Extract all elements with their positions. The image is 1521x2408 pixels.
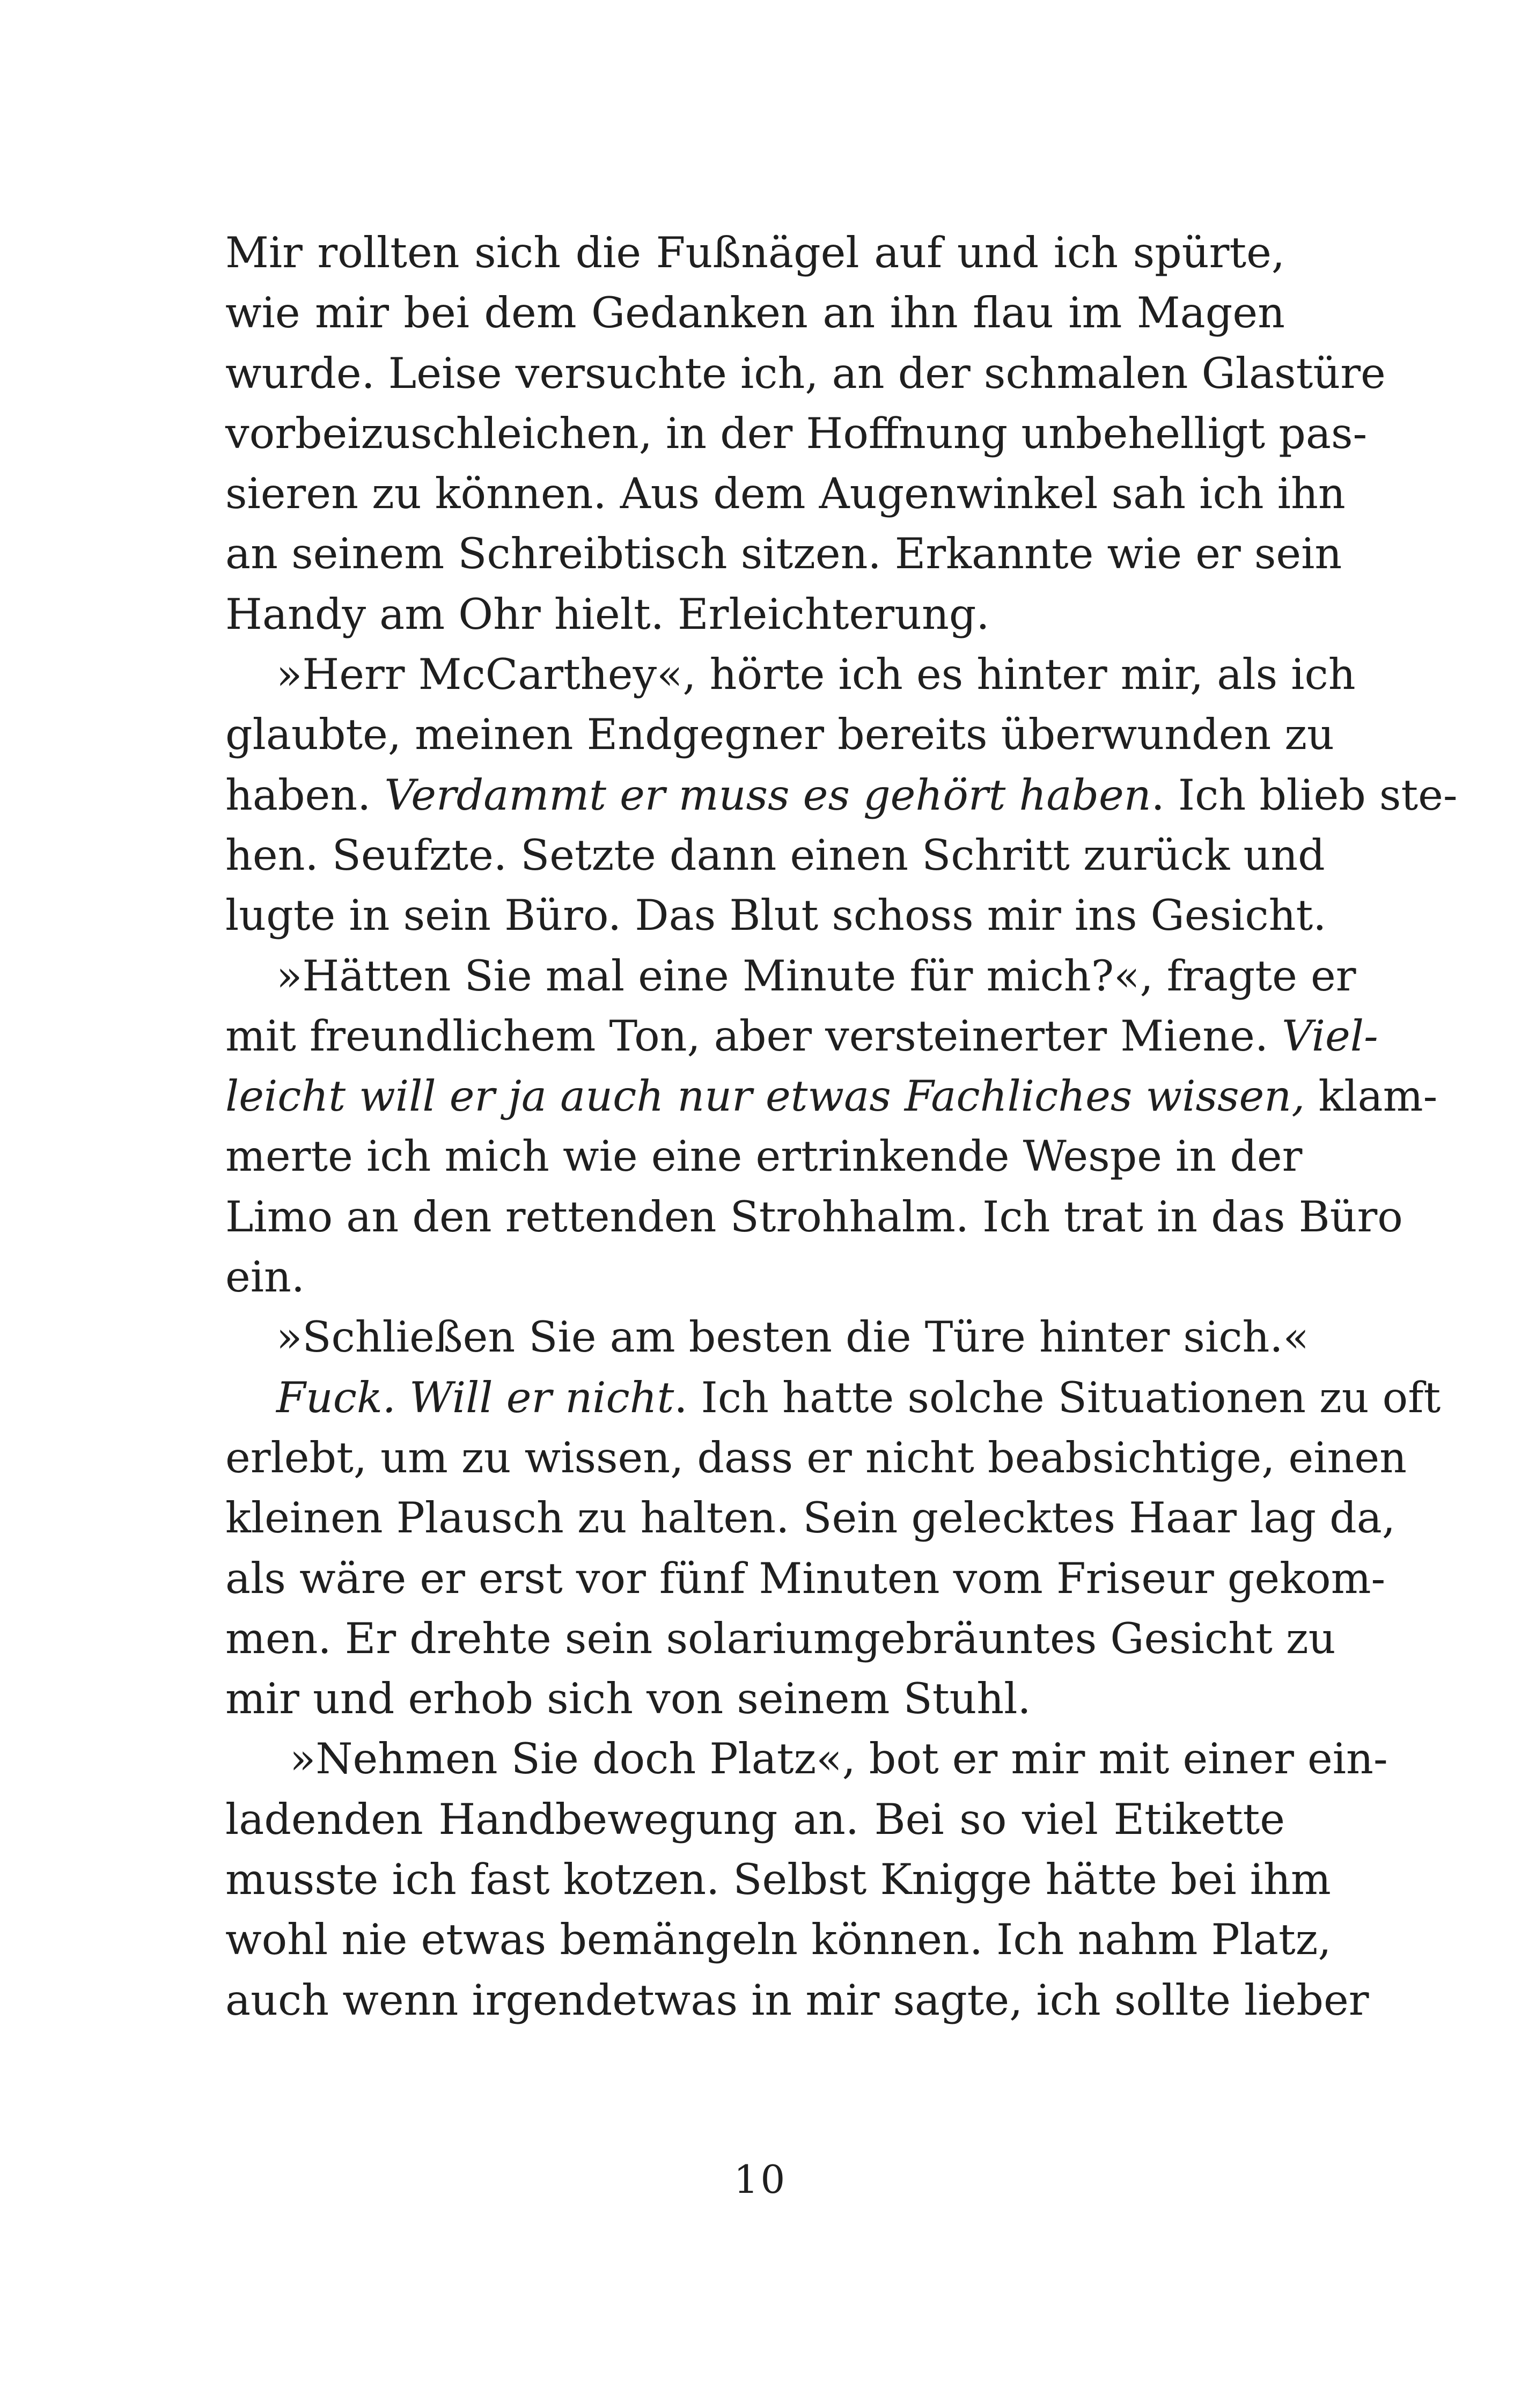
text-line (225, 1970, 1369, 2030)
text-run: ladenden Handbewegung an. Bei so viel Etikette (225, 1794, 1285, 1844)
text-line (225, 825, 1325, 885)
text-run: »Herr McCarthey«, hörte ich es hinter mir, als ich (276, 650, 1356, 700)
text-line (225, 464, 1346, 524)
text-run: lugte in sein Büro. Das Blut schoss mir ins Gesicht. (225, 891, 1327, 941)
text-line (225, 343, 1386, 403)
text-line (225, 403, 1368, 464)
italic-text: Verdammt er muss es gehört haben (384, 770, 1151, 820)
text-line (225, 765, 1458, 825)
text-run: auch wenn irgendetwas in mir sagte, ich sollte lieber (225, 1975, 1369, 2025)
text-line (225, 1368, 1441, 1428)
text-run: vorbeizuschleichen, in der Hoffnung unbehelligt pas- (225, 408, 1368, 458)
text-run: wohl nie etwas bemängeln können. Ich nahm Platz, (225, 1915, 1332, 1965)
italic-text: leicht will er ja auch nur etwas Fachliches wissen, (225, 1071, 1305, 1121)
text-run: »Nehmen Sie doch Platz«, bot er mir mit einer ein- (290, 1734, 1388, 1784)
text-run: musste ich fast kotzen. Selbst Knigge hätte bei ihm (225, 1855, 1331, 1905)
text-line (225, 223, 1285, 283)
text-line (225, 1729, 1388, 1789)
text-line (225, 524, 1342, 584)
text-run: wurde. Leise versuchte ich, an der schmalen Glastüre (225, 348, 1386, 398)
body-text (225, 223, 1458, 2030)
text-run: . Ich blieb ste- (1151, 770, 1458, 820)
text-line (225, 283, 1285, 343)
text-line (225, 1187, 1403, 1247)
text-run: mit freundlichem Ton, aber versteinerter Miene. (225, 1011, 1282, 1061)
text-run: Mir rollten sich die Fußnägel auf und ich spürte, (225, 228, 1285, 277)
text-line (225, 704, 1334, 765)
page-number: 10 (733, 2157, 788, 2202)
text-line (225, 1849, 1331, 1910)
text-run: merte ich mich wie eine ertrinkende Wespe in der (225, 1132, 1303, 1181)
text-line (225, 1307, 1309, 1367)
paragraph (225, 223, 1386, 644)
text-line (225, 1910, 1332, 1970)
text-run: Limo an den rettenden Strohhalm. Ich trat in das Büro (225, 1192, 1403, 1242)
text-run: Handy am Ohr hielt. Erleichterung. (225, 589, 990, 639)
text-line (225, 1126, 1303, 1186)
text-line (225, 946, 1356, 1006)
text-line (225, 644, 1356, 704)
text-line (225, 1428, 1407, 1488)
italic-text: Fuck. Will er nicht (276, 1372, 674, 1422)
text-run: »Schließen Sie am besten die Türe hinter sich.« (276, 1312, 1309, 1362)
text-run: mir und erhob sich von seinem Stuhl. (225, 1674, 1031, 1724)
paragraph (225, 1729, 1388, 2030)
text-line (225, 584, 1285, 644)
text-line (225, 1789, 1285, 1849)
text-line (225, 1548, 1386, 1609)
text-run: glaubte, meinen Endgegner bereits überwunden zu (225, 710, 1334, 760)
text-line (225, 1006, 1378, 1066)
text-run: erlebt, um zu wissen, dass er nicht beabsichtige, einen (225, 1433, 1407, 1482)
text-run: hen. Seufzte. Setzte dann einen Schritt zurück und (225, 830, 1325, 880)
text-run: an seinem Schreibtisch sitzen. Erkannte wie er sein (225, 529, 1342, 579)
text-run: »Hätten Sie mal eine Minute für mich?«, fragte er (276, 951, 1356, 1001)
paragraph (225, 1368, 1441, 1729)
paragraph (225, 644, 1458, 945)
text-run: kleinen Plausch zu halten. Sein gelecktes Haar lag da, (225, 1493, 1395, 1543)
paragraph (225, 1307, 1309, 1367)
text-run: als wäre er erst vor fünf Minuten vom Friseur gekom- (225, 1553, 1386, 1603)
text-line (225, 1066, 1438, 1126)
text-run: wie mir bei dem Gedanken an ihn flau im Magen (225, 288, 1285, 338)
text-line (225, 1609, 1336, 1669)
text-line (225, 1488, 1395, 1548)
text-line (225, 1669, 1285, 1729)
text-run: ein. (225, 1252, 305, 1302)
text-run: haben. (225, 770, 385, 820)
text-run: men. Er drehte sein solariumgebräuntes Gesicht zu (225, 1613, 1336, 1663)
text-line (225, 885, 1327, 945)
text-line (225, 1247, 1285, 1307)
text-run: . Ich hatte solche Situationen zu oft (674, 1372, 1441, 1422)
text-run: sieren zu können. Aus dem Augenwinkel sah ich ihn (225, 469, 1346, 519)
text-run: klam- (1305, 1071, 1438, 1121)
paragraph (225, 946, 1438, 1308)
italic-text: Viel- (1282, 1011, 1378, 1061)
